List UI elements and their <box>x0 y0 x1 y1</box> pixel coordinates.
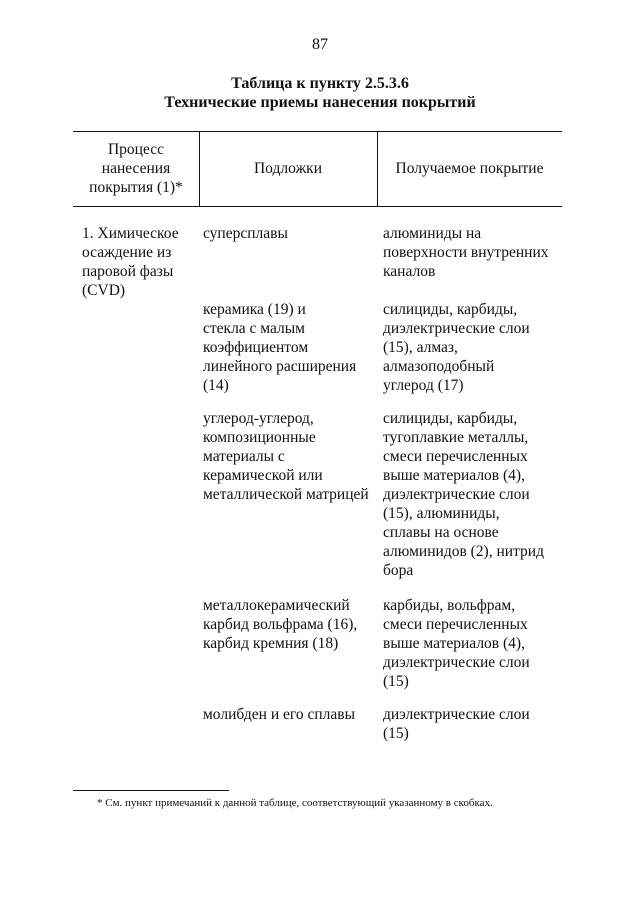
coating-cell <box>383 705 530 743</box>
coating-cell <box>383 409 544 580</box>
coating-line: сплавы на основе <box>383 524 499 541</box>
substrate-line: металлокерамический <box>203 597 350 614</box>
header-bottom-rule <box>73 206 562 207</box>
coating-line: алюминидов (2), нитрид <box>383 543 544 560</box>
coating-line: углерод (17) <box>383 377 464 394</box>
header-process <box>73 140 199 197</box>
coating-line: диэлектрические слои <box>383 486 530 503</box>
footnote-rule <box>73 790 229 791</box>
coating-line: выше материалов (4), <box>383 635 525 652</box>
substrate-cell <box>203 224 288 243</box>
coating-line: поверхности внутренних <box>383 244 549 261</box>
header-process-line: нанесения <box>101 160 171 177</box>
substrate-line: карбид кремния (18) <box>203 635 339 652</box>
coating-line: диэлектрические слои <box>383 706 530 723</box>
coating-cell <box>383 596 530 691</box>
table-title: Таблица к пункту 2.5.3.6 <box>231 75 409 92</box>
coating-line: тугоплавкие металлы, <box>383 429 529 446</box>
substrate-line: коэффициентом <box>203 339 309 356</box>
coating-line: диэлектрические слои <box>383 654 530 671</box>
coating-line: (15) <box>383 725 409 742</box>
footnote: * См. пункт примечаний к данной таблице, соответствующий указанному в скобках. <box>97 797 493 809</box>
coating-line: бора <box>383 562 414 579</box>
substrate-line: металлической матрицей <box>203 486 369 503</box>
coating-line: алмазоподобный <box>383 358 495 375</box>
coating-line: смеси перечисленных <box>383 616 528 633</box>
substrate-line: суперсплавы <box>203 225 288 242</box>
coating-line: (15), алмаз, <box>383 339 458 356</box>
header-process-line: покрытия (1)* <box>89 179 183 196</box>
coating-line: каналов <box>383 263 436 280</box>
substrate-line: стекла с малым <box>203 320 305 337</box>
page-number: 87 <box>312 36 328 53</box>
coating-line: (15), алюминиды, <box>383 505 500 522</box>
table-subtitle: Технические приемы нанесения покрытий <box>164 94 476 111</box>
coating-line: диэлектрические слои <box>383 320 530 337</box>
substrate-line: молибден и его сплавы <box>203 706 355 723</box>
process-line: паровой фазы <box>82 263 174 280</box>
substrate-line: линейного расширения <box>203 358 357 375</box>
substrate-cell <box>203 300 356 395</box>
coating-line: выше материалов (4), <box>383 467 525 484</box>
coating-line: силициды, карбиды, <box>383 301 518 318</box>
coating-cell <box>383 224 549 281</box>
coating-line: смеси перечисленных <box>383 448 528 465</box>
substrate-line: углерод-углерод, <box>203 410 314 427</box>
coating-line: алюминиды на <box>383 225 482 242</box>
coating-line: силициды, карбиды, <box>383 410 518 427</box>
header-substrates: Подложки <box>253 160 323 177</box>
process-line: 1. Химическое <box>82 225 179 242</box>
coating-line: (15) <box>383 673 409 690</box>
table-top-rule <box>73 131 562 132</box>
process-cell <box>82 224 179 300</box>
header-process-line: Процесс <box>107 141 164 158</box>
substrate-cell <box>203 705 355 724</box>
substrate-cell <box>203 409 369 504</box>
substrate-line: керамической или <box>203 467 323 484</box>
substrate-line: керамика (19) и <box>203 301 306 318</box>
header-coating: Получаемое покрытие <box>395 160 544 177</box>
process-line: (CVD) <box>82 282 126 299</box>
coating-cell <box>383 300 530 395</box>
substrate-line: карбид вольфрама (16), <box>203 616 358 633</box>
substrate-line: композиционные <box>203 429 316 446</box>
substrate-cell <box>203 596 357 653</box>
substrate-line: материалы с <box>203 448 285 465</box>
coating-line: карбиды, вольфрам, <box>383 597 516 614</box>
process-line: осаждение из <box>82 244 172 261</box>
substrate-line: (14) <box>203 377 229 394</box>
